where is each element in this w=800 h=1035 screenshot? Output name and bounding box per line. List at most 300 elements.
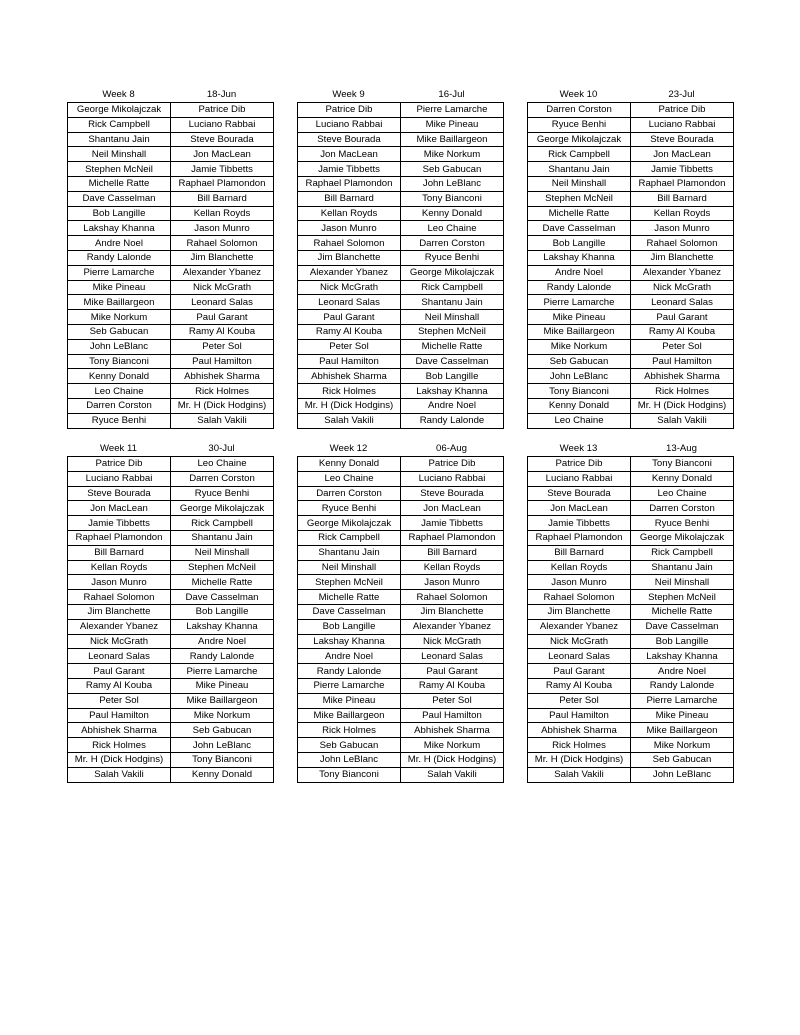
player-b-cell: Bill Barnard	[171, 191, 274, 206]
player-a-cell: Seb Gabucan	[528, 354, 631, 369]
player-b-cell: Darren Corston	[171, 471, 274, 486]
table-row	[68, 634, 274, 649]
table-row	[528, 103, 734, 118]
player-b-cell: Jamie Tibbetts	[631, 162, 734, 177]
player-a-cell: Mr. H (Dick Hodgins)	[298, 398, 401, 413]
table-row	[298, 103, 504, 118]
week-12-schedule	[297, 442, 504, 783]
player-a-cell: Jon MacLean	[68, 501, 171, 516]
pairings-table	[527, 102, 734, 429]
player-b-cell: Tony Bianconi	[631, 457, 734, 472]
table-row	[298, 265, 504, 280]
week-date: 23-Jul	[668, 89, 695, 100]
player-a-cell: Jon MacLean	[298, 147, 401, 162]
player-b-cell: Mike Baillargeon	[401, 132, 504, 147]
pairings-table	[527, 456, 734, 783]
player-b-cell: Patrice Dib	[631, 103, 734, 118]
player-a-cell: Luciano Rabbai	[298, 117, 401, 132]
table-row	[528, 634, 734, 649]
player-a-cell: Abhishek Sharma	[298, 369, 401, 384]
player-b-cell: Shantanu Jain	[171, 530, 274, 545]
player-a-cell: Mike Pineau	[528, 310, 631, 325]
table-row	[528, 354, 734, 369]
table-row	[528, 708, 734, 723]
table-row	[68, 369, 274, 384]
player-a-cell: Ramy Al Kouba	[298, 324, 401, 339]
player-b-cell: Jon MacLean	[171, 147, 274, 162]
player-b-cell: Bob Langille	[171, 604, 274, 619]
table-row	[528, 369, 734, 384]
table-row	[68, 147, 274, 162]
player-b-cell: Salah Vakili	[401, 767, 504, 782]
table-row	[68, 619, 274, 634]
table-row	[68, 738, 274, 753]
table-row	[528, 398, 734, 413]
player-a-cell: Darren Corston	[298, 486, 401, 501]
table-row	[528, 767, 734, 782]
week-header	[67, 442, 274, 456]
player-a-cell: Stephen McNeil	[528, 191, 631, 206]
player-b-cell: Jamie Tibbetts	[171, 162, 274, 177]
player-a-cell: Ryuce Benhi	[68, 413, 171, 428]
table-row	[528, 560, 734, 575]
table-row	[528, 147, 734, 162]
player-a-cell: Leo Chaine	[68, 384, 171, 399]
player-a-cell: Rahael Solomon	[68, 590, 171, 605]
player-b-cell: Rahael Solomon	[171, 236, 274, 251]
player-b-cell: Mr. H (Dick Hodgins)	[631, 398, 734, 413]
player-a-cell: Pierre Lamarche	[68, 265, 171, 280]
player-b-cell: Mike Pineau	[631, 708, 734, 723]
table-row	[68, 708, 274, 723]
player-a-cell: Shantanu Jain	[68, 132, 171, 147]
player-a-cell: Mike Baillargeon	[298, 708, 401, 723]
player-a-cell: Rick Holmes	[298, 384, 401, 399]
player-b-cell: Darren Corston	[631, 501, 734, 516]
table-row	[298, 132, 504, 147]
player-b-cell: Alexander Ybanez	[631, 265, 734, 280]
player-b-cell: Patrice Dib	[171, 103, 274, 118]
week-11-schedule	[67, 442, 274, 783]
player-a-cell: Dave Casselman	[528, 221, 631, 236]
table-row	[298, 723, 504, 738]
table-row	[68, 103, 274, 118]
table-row	[68, 678, 274, 693]
table-row	[68, 265, 274, 280]
player-b-cell: Jason Munro	[401, 575, 504, 590]
player-a-cell: Jim Blanchette	[298, 250, 401, 265]
player-a-cell: Patrice Dib	[68, 457, 171, 472]
table-row	[528, 117, 734, 132]
player-a-cell: Randy Lalonde	[528, 280, 631, 295]
player-b-cell: Pierre Lamarche	[631, 693, 734, 708]
player-b-cell: Ramy Al Kouba	[631, 324, 734, 339]
player-a-cell: Bob Langille	[298, 619, 401, 634]
player-a-cell: Paul Hamilton	[528, 708, 631, 723]
player-b-cell: Steve Bourada	[401, 486, 504, 501]
table-row	[528, 738, 734, 753]
table-row	[298, 560, 504, 575]
table-row	[528, 590, 734, 605]
player-b-cell: Mike Norkum	[171, 708, 274, 723]
player-b-cell: Peter Sol	[631, 339, 734, 354]
player-a-cell: Shantanu Jain	[298, 545, 401, 560]
player-b-cell: Jon MacLean	[401, 501, 504, 516]
player-b-cell: Bill Barnard	[401, 545, 504, 560]
player-b-cell: Dave Casselman	[401, 354, 504, 369]
table-row	[68, 176, 274, 191]
player-a-cell: Paul Hamilton	[68, 708, 171, 723]
table-row	[298, 250, 504, 265]
table-row	[298, 324, 504, 339]
table-row	[298, 575, 504, 590]
table-row	[68, 236, 274, 251]
table-row	[528, 501, 734, 516]
pairings-table	[67, 456, 274, 783]
week-date: 06-Aug	[436, 443, 467, 454]
table-row	[298, 295, 504, 310]
player-a-cell: Steve Bourada	[68, 486, 171, 501]
player-a-cell: Mr. H (Dick Hodgins)	[528, 752, 631, 767]
table-row	[528, 486, 734, 501]
player-b-cell: Pierre Lamarche	[171, 664, 274, 679]
player-a-cell: Tony Bianconi	[298, 767, 401, 782]
player-b-cell: Seb Gabucan	[631, 752, 734, 767]
player-b-cell: Ryuce Benhi	[401, 250, 504, 265]
player-a-cell: Salah Vakili	[68, 767, 171, 782]
player-b-cell: Alexander Ybanez	[401, 619, 504, 634]
player-b-cell: Raphael Plamondon	[171, 176, 274, 191]
table-row	[68, 767, 274, 782]
table-row	[68, 604, 274, 619]
player-b-cell: Kellan Royds	[401, 560, 504, 575]
table-row	[68, 590, 274, 605]
table-row	[68, 693, 274, 708]
player-a-cell: George Mikolajczak	[298, 516, 401, 531]
player-b-cell: Nick McGrath	[631, 280, 734, 295]
table-row	[528, 619, 734, 634]
week-date: 30-Jul	[208, 443, 235, 454]
table-row	[298, 398, 504, 413]
player-b-cell: Mike Pineau	[171, 678, 274, 693]
player-a-cell: Jamie Tibbetts	[298, 162, 401, 177]
player-a-cell: Peter Sol	[298, 339, 401, 354]
player-b-cell: Leo Chaine	[631, 486, 734, 501]
player-b-cell: Salah Vakili	[171, 413, 274, 428]
player-a-cell: Michelle Ratte	[528, 206, 631, 221]
player-b-cell: Rick Campbell	[631, 545, 734, 560]
table-row	[528, 752, 734, 767]
player-b-cell: Seb Gabucan	[401, 162, 504, 177]
player-b-cell: Nick McGrath	[171, 280, 274, 295]
player-a-cell: Rick Campbell	[528, 147, 631, 162]
pairings-table	[297, 456, 504, 783]
player-b-cell: Raphael Plamondon	[401, 530, 504, 545]
player-b-cell: Stephen McNeil	[631, 590, 734, 605]
player-a-cell: Alexander Ybanez	[68, 619, 171, 634]
player-b-cell: Jim Blanchette	[631, 250, 734, 265]
player-b-cell: Luciano Rabbai	[171, 117, 274, 132]
table-row	[528, 132, 734, 147]
player-a-cell: Jason Munro	[68, 575, 171, 590]
table-row	[68, 413, 274, 428]
player-b-cell: Alexander Ybanez	[171, 265, 274, 280]
player-a-cell: Jim Blanchette	[68, 604, 171, 619]
player-b-cell: Mr. H (Dick Hodgins)	[401, 752, 504, 767]
player-a-cell: Tony Bianconi	[528, 384, 631, 399]
player-a-cell: Leonard Salas	[68, 649, 171, 664]
player-b-cell: Rick Campbell	[401, 280, 504, 295]
table-row	[298, 501, 504, 516]
player-a-cell: Patrice Dib	[298, 103, 401, 118]
table-row	[528, 604, 734, 619]
player-a-cell: Tony Bianconi	[68, 354, 171, 369]
player-a-cell: Alexander Ybanez	[528, 619, 631, 634]
player-b-cell: John LeBlanc	[631, 767, 734, 782]
table-row	[298, 693, 504, 708]
table-row	[528, 530, 734, 545]
player-a-cell: Shantanu Jain	[528, 162, 631, 177]
player-b-cell: Leonard Salas	[631, 295, 734, 310]
table-row	[298, 457, 504, 472]
player-b-cell: Michelle Ratte	[171, 575, 274, 590]
player-b-cell: Dave Casselman	[631, 619, 734, 634]
table-row	[68, 339, 274, 354]
player-b-cell: Dave Casselman	[171, 590, 274, 605]
player-b-cell: Randy Lalonde	[401, 413, 504, 428]
table-row	[528, 693, 734, 708]
player-b-cell: Jamie Tibbetts	[401, 516, 504, 531]
player-a-cell: Mike Baillargeon	[68, 295, 171, 310]
player-a-cell: Lakshay Khanna	[68, 221, 171, 236]
table-row	[528, 384, 734, 399]
player-a-cell: John LeBlanc	[68, 339, 171, 354]
player-a-cell: Rick Holmes	[298, 723, 401, 738]
player-b-cell: Paul Garant	[631, 310, 734, 325]
pairings-table	[67, 102, 274, 429]
player-b-cell: Andre Noel	[171, 634, 274, 649]
table-row	[68, 310, 274, 325]
table-row	[528, 236, 734, 251]
player-b-cell: Tony Bianconi	[401, 191, 504, 206]
player-b-cell: Mike Norkum	[631, 738, 734, 753]
table-row	[528, 280, 734, 295]
player-a-cell: Neil Minshall	[68, 147, 171, 162]
player-a-cell: Steve Bourada	[298, 132, 401, 147]
player-a-cell: Andre Noel	[68, 236, 171, 251]
table-row	[528, 221, 734, 236]
player-a-cell: Neil Minshall	[298, 560, 401, 575]
week-header	[297, 88, 504, 102]
player-a-cell: Dave Casselman	[68, 191, 171, 206]
player-a-cell: Kellan Royds	[68, 560, 171, 575]
table-row	[298, 354, 504, 369]
week-header	[527, 88, 734, 102]
player-a-cell: Salah Vakili	[298, 413, 401, 428]
player-b-cell: Nick McGrath	[401, 634, 504, 649]
player-a-cell: Seb Gabucan	[298, 738, 401, 753]
week-9-schedule	[297, 88, 504, 429]
player-a-cell: Darren Corston	[528, 103, 631, 118]
table-row	[68, 191, 274, 206]
table-row	[298, 708, 504, 723]
table-row	[298, 604, 504, 619]
player-a-cell: Paul Hamilton	[298, 354, 401, 369]
player-b-cell: Jason Munro	[171, 221, 274, 236]
table-row	[528, 575, 734, 590]
player-b-cell: Stephen McNeil	[401, 324, 504, 339]
player-b-cell: Bob Langille	[401, 369, 504, 384]
player-b-cell: Darren Corston	[401, 236, 504, 251]
table-row	[528, 723, 734, 738]
table-row	[68, 501, 274, 516]
player-a-cell: Luciano Rabbai	[528, 471, 631, 486]
player-a-cell: Leo Chaine	[528, 413, 631, 428]
table-row	[68, 162, 274, 177]
player-a-cell: Stephen McNeil	[68, 162, 171, 177]
table-row	[528, 250, 734, 265]
player-a-cell: Nick McGrath	[68, 634, 171, 649]
player-a-cell: Peter Sol	[528, 693, 631, 708]
table-row	[298, 752, 504, 767]
player-a-cell: Kellan Royds	[528, 560, 631, 575]
player-b-cell: Rick Campbell	[171, 516, 274, 531]
player-b-cell: Patrice Dib	[401, 457, 504, 472]
player-b-cell: Abhishek Sharma	[631, 369, 734, 384]
table-row	[298, 191, 504, 206]
player-a-cell: Paul Garant	[528, 664, 631, 679]
player-a-cell: Dave Casselman	[298, 604, 401, 619]
table-row	[298, 280, 504, 295]
player-b-cell: Leonard Salas	[401, 649, 504, 664]
player-b-cell: Peter Sol	[171, 339, 274, 354]
player-a-cell: Ramy Al Kouba	[528, 678, 631, 693]
table-row	[298, 634, 504, 649]
player-b-cell: Ryuce Benhi	[171, 486, 274, 501]
player-a-cell: Randy Lalonde	[298, 664, 401, 679]
player-a-cell: Peter Sol	[68, 693, 171, 708]
player-a-cell: Steve Bourada	[528, 486, 631, 501]
player-a-cell: Bill Barnard	[68, 545, 171, 560]
table-row	[68, 280, 274, 295]
table-row	[528, 191, 734, 206]
table-row	[68, 295, 274, 310]
player-b-cell: Kellan Royds	[171, 206, 274, 221]
player-b-cell: Ramy Al Kouba	[171, 324, 274, 339]
table-row	[68, 664, 274, 679]
table-row	[298, 530, 504, 545]
player-b-cell: Paul Hamilton	[631, 354, 734, 369]
player-b-cell: Abhishek Sharma	[171, 369, 274, 384]
table-row	[528, 471, 734, 486]
player-a-cell: Jon MacLean	[528, 501, 631, 516]
player-a-cell: Rahael Solomon	[298, 236, 401, 251]
player-b-cell: Mike Baillargeon	[631, 723, 734, 738]
player-a-cell: John LeBlanc	[298, 752, 401, 767]
table-row	[68, 117, 274, 132]
player-b-cell: Randy Lalonde	[171, 649, 274, 664]
table-row	[298, 339, 504, 354]
player-b-cell: Raphael Plamondon	[631, 176, 734, 191]
player-b-cell: Neil Minshall	[631, 575, 734, 590]
player-b-cell: Andre Noel	[631, 664, 734, 679]
player-b-cell: Paul Garant	[171, 310, 274, 325]
player-a-cell: Paul Garant	[68, 664, 171, 679]
table-row	[528, 678, 734, 693]
player-b-cell: Neil Minshall	[401, 310, 504, 325]
player-a-cell: Bob Langille	[528, 236, 631, 251]
table-row	[528, 545, 734, 560]
player-b-cell: Luciano Rabbai	[631, 117, 734, 132]
player-a-cell: Bob Langille	[68, 206, 171, 221]
table-row	[298, 384, 504, 399]
week-label: Week 12	[329, 443, 368, 454]
player-b-cell: Salah Vakili	[631, 413, 734, 428]
player-a-cell: Seb Gabucan	[68, 324, 171, 339]
player-a-cell: Kenny Donald	[68, 369, 171, 384]
player-a-cell: Leonard Salas	[528, 649, 631, 664]
player-a-cell: George Mikolajczak	[528, 132, 631, 147]
player-a-cell: Neil Minshall	[528, 176, 631, 191]
player-a-cell: Pierre Lamarche	[298, 678, 401, 693]
player-a-cell: John LeBlanc	[528, 369, 631, 384]
player-b-cell: Paul Garant	[401, 664, 504, 679]
player-b-cell: Jim Blanchette	[401, 604, 504, 619]
table-row	[298, 664, 504, 679]
player-b-cell: Leonard Salas	[171, 295, 274, 310]
player-a-cell: Rick Holmes	[528, 738, 631, 753]
table-row	[528, 310, 734, 325]
table-row	[298, 117, 504, 132]
player-a-cell: Paul Garant	[298, 310, 401, 325]
table-row	[528, 265, 734, 280]
table-row	[298, 619, 504, 634]
player-b-cell: Mike Baillargeon	[171, 693, 274, 708]
player-a-cell: Mike Pineau	[298, 693, 401, 708]
player-b-cell: Ryuce Benhi	[631, 516, 734, 531]
table-row	[68, 545, 274, 560]
table-row	[298, 590, 504, 605]
week-label: Week 10	[559, 89, 598, 100]
player-b-cell: Stephen McNeil	[171, 560, 274, 575]
player-b-cell: Mr. H (Dick Hodgins)	[171, 398, 274, 413]
player-a-cell: Jamie Tibbetts	[528, 516, 631, 531]
player-a-cell: Ryuce Benhi	[528, 117, 631, 132]
table-row	[68, 516, 274, 531]
player-a-cell: Rick Campbell	[68, 117, 171, 132]
player-a-cell: Alexander Ybanez	[298, 265, 401, 280]
table-row	[68, 649, 274, 664]
week-13-schedule	[527, 442, 734, 783]
player-a-cell: Abhishek Sharma	[68, 723, 171, 738]
week-label: Week 9	[332, 89, 365, 100]
player-b-cell: George Mikolajczak	[631, 530, 734, 545]
table-row	[298, 162, 504, 177]
player-b-cell: Steve Bourada	[171, 132, 274, 147]
table-row	[298, 486, 504, 501]
player-b-cell: Lakshay Khanna	[401, 384, 504, 399]
player-a-cell: Andre Noel	[528, 265, 631, 280]
player-a-cell: Leonard Salas	[298, 295, 401, 310]
table-row	[68, 398, 274, 413]
player-a-cell: Pierre Lamarche	[528, 295, 631, 310]
player-a-cell: Nick McGrath	[298, 280, 401, 295]
player-b-cell: Kenny Donald	[171, 767, 274, 782]
player-a-cell: Luciano Rabbai	[68, 471, 171, 486]
player-b-cell: Rahael Solomon	[631, 236, 734, 251]
player-b-cell: Kellan Royds	[631, 206, 734, 221]
player-a-cell: Rick Holmes	[68, 738, 171, 753]
